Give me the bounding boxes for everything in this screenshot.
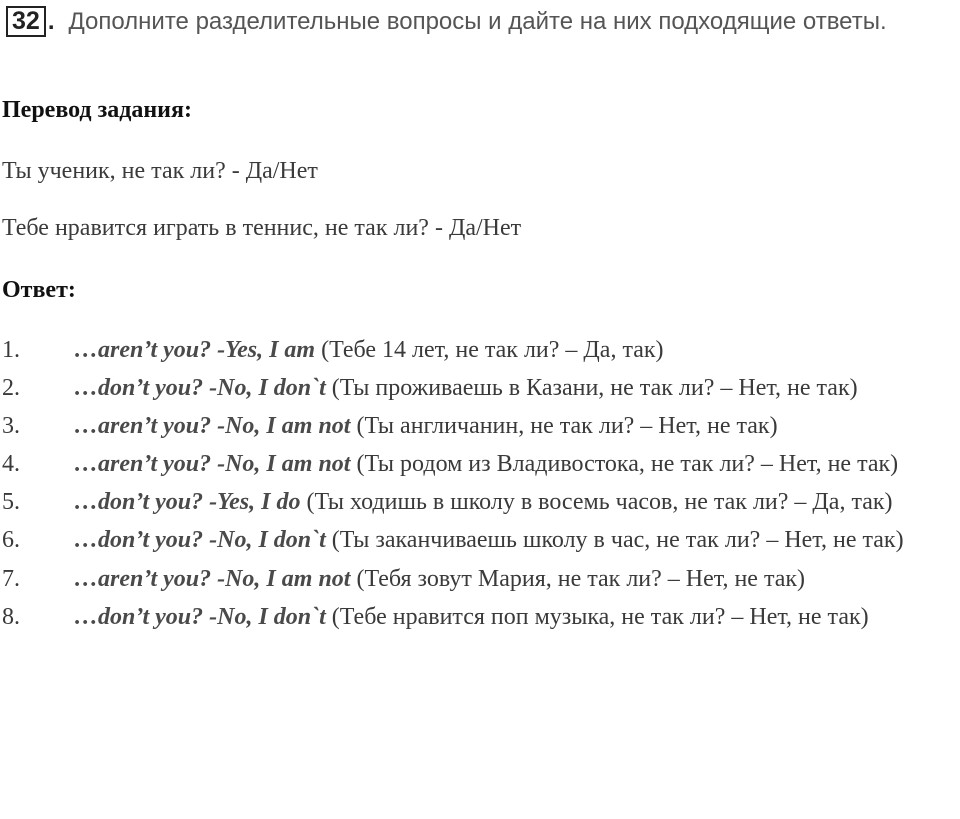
answer-number: 5. (2, 489, 20, 516)
translation-line-2: Тебе нравится играть в теннис, не так ли? - Да/Нет (2, 215, 522, 241)
answer-item-4 (2, 445, 958, 483)
answer-russian: (Ты заканчиваешь школу в час, не так ли? – Нет, не так) (325, 527, 904, 554)
answer-english: …don’t you? -No, I don`t (74, 603, 326, 630)
answer-number: 1. (2, 337, 20, 363)
answer-number: 3. (2, 413, 20, 440)
answer-russian: (Ты англичанин, не так ли? – Нет, не так) (350, 413, 778, 440)
answer-list (2, 331, 958, 636)
answer-russian: (Тебе нравится поп музыка, не так ли? – Нет, не так) (325, 603, 869, 630)
answer-item-1 (2, 331, 958, 369)
answer-russian: (Ты родом из Владивостока, не так ли? – Нет, не так) (350, 451, 899, 478)
answer-english: …aren’t you? -No, I am not (74, 565, 351, 592)
answer-russian: (Ты ходишь в школу в восемь часов, не так ли? – Да, так) (300, 489, 893, 516)
answer-heading: Ответ: (2, 277, 76, 303)
answer-item-8 (2, 598, 958, 636)
answer-item-3 (2, 407, 958, 445)
answer-item-7 (2, 560, 958, 598)
answer-number: 2. (2, 375, 20, 402)
answer-english: …aren’t you? -No, I am not (74, 451, 351, 478)
translation-heading: Перевод задания: (2, 97, 192, 123)
answer-english: …aren’t you? -No, I am not (74, 413, 351, 440)
answer-russian: (Тебе 14 лет, не так ли? – Да, так) (315, 337, 664, 363)
answer-russian: (Ты проживаешь в Казани, не так ли? – Нет, не так) (325, 375, 858, 402)
answer-item-6 (2, 521, 958, 559)
task-instruction: Дополните разделительные вопросы и дайте на них подходящие ответы. (68, 8, 887, 35)
answer-russian: (Тебя зовут Мария, не так ли? – Нет, не так) (350, 565, 806, 592)
answer-number: 8. (2, 603, 20, 630)
task-header (6, 2, 952, 42)
answer-number: 4. (2, 451, 20, 478)
answer-english: …aren’t you? -Yes, I am (74, 337, 316, 363)
translation-line-1: Ты ученик, не так ли? - Да/Нет (2, 158, 318, 184)
answer-english: …don’t you? -No, I don`t (74, 375, 326, 402)
answer-item-5 (2, 483, 958, 521)
answer-item-2 (2, 369, 958, 407)
answer-english: …don’t you? -No, I don`t (74, 527, 326, 554)
answer-english: …don’t you? -Yes, I do (74, 489, 301, 516)
answer-number: 7. (2, 565, 20, 592)
task-number-box: 32 (6, 6, 46, 37)
task-number-dot: . (47, 8, 55, 35)
answer-number: 6. (2, 527, 20, 554)
